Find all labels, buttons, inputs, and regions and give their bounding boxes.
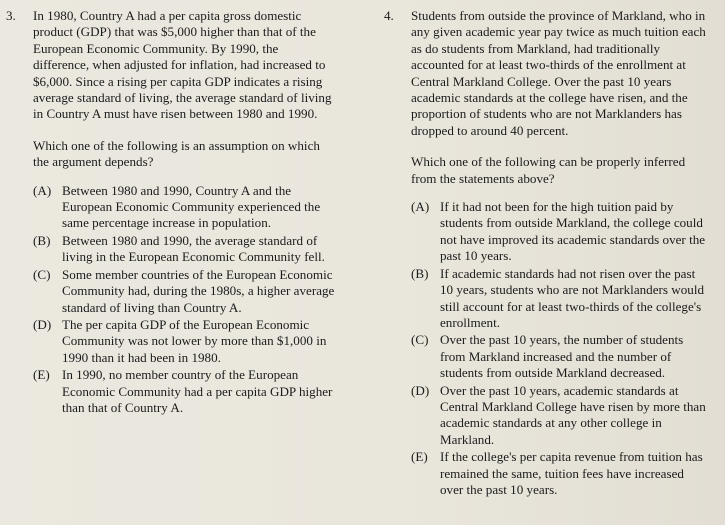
answer-choice-a[interactable] [33, 183, 336, 232]
choice-letter: (A) [33, 182, 52, 198]
choice-text: If the college's per capita revenue from tuition has remained the same, tuition fees have increased over the past 10 years. [440, 449, 703, 497]
question-number: 4. [384, 8, 394, 23]
choice-text: Over the past 10 years, the number of students from Markland increased and the number of students from outside Markland decreased. [440, 332, 684, 381]
choice-letter: (C) [411, 332, 429, 348]
choice-letter: (B) [411, 265, 429, 281]
question-number: 3. [6, 8, 16, 23]
choice-letter: (E) [33, 367, 50, 383]
passage-text: Students from outside the province of Markland, who in any given academic year pay twice as much tuition each as do students from Markland, had traditionally accounted for at least two-thirds of the enrollment at Central Markland College. Over the past 10 years academic standards at the college have risen, and the proportion of students who are not Marklanders has dropped to around 40 percent. [411, 8, 706, 138]
choice-letter: (D) [411, 382, 430, 398]
choice-text: If academic standards had not risen over the past 10 years, students who are not Marklanders would still account for at least two-thirds of the college's enrollment. [440, 265, 704, 330]
choice-letter: (C) [33, 266, 51, 282]
question-4-passage [384, 8, 706, 139]
answer-choice-d[interactable] [411, 383, 706, 449]
answer-choices [6, 183, 336, 417]
choice-text: Some member countries of the European Economic Community had, during the 1980s, a higher average standard of living than Country A. [62, 266, 335, 315]
answer-choice-b[interactable] [411, 266, 706, 332]
choice-text: In 1990, no member country of the European Economic Community had a per capita GDP higher than that of Country A. [62, 367, 333, 415]
choice-text: Over the past 10 years, academic standards at Central Markland College have risen by more than academic standards at any other college in Markland. [440, 382, 706, 447]
question-4 [384, 8, 706, 499]
choice-text: Between 1980 and 1990, Country A and the European Economic Community experienced the same percentage increase in population. [62, 182, 321, 231]
passage-text: In 1980, Country A had a per capita gross domestic product (GDP) that was $5,000 higher than that of the European Economic Community. By 1990, the difference, when adjusted for inflation, had increased to $6,000. Since a rising per capita GDP indicates a rising average standard of living, the average standard of living in Country A must have risen between 1980 and 1990. [33, 8, 332, 122]
question-3-passage [6, 8, 336, 123]
answer-choice-a[interactable] [411, 199, 706, 265]
answer-choice-e[interactable] [411, 449, 706, 498]
answer-choice-b[interactable] [33, 233, 336, 266]
choice-letter: (A) [411, 199, 430, 215]
choice-text: The per capita GDP of the European Economic Community was not lower by more than $1,000 in 1990 than it had been in 1980. [62, 316, 327, 365]
answer-choice-e[interactable] [33, 367, 336, 416]
choice-letter: (B) [33, 232, 51, 248]
answer-choice-d[interactable] [33, 317, 336, 366]
choice-letter: (E) [411, 449, 428, 465]
answer-choice-c[interactable] [33, 267, 336, 316]
answer-choices [384, 199, 706, 498]
question-stem: Which one of the following can be properly inferred from the statements above? [411, 154, 686, 186]
choice-text: Between 1980 and 1990, the average standard of living in the European Economic Community fell. [62, 232, 325, 265]
choice-text: If it had not been for the high tuition paid by students from outside Markland, the college could not have improved its academic standards over the past 10 years. [440, 199, 706, 264]
question-stem: Which one of the following is an assumption on which the argument depends? [33, 137, 320, 170]
answer-choice-c[interactable] [411, 332, 706, 381]
choice-letter: (D) [33, 316, 52, 332]
question-3 [6, 8, 336, 417]
